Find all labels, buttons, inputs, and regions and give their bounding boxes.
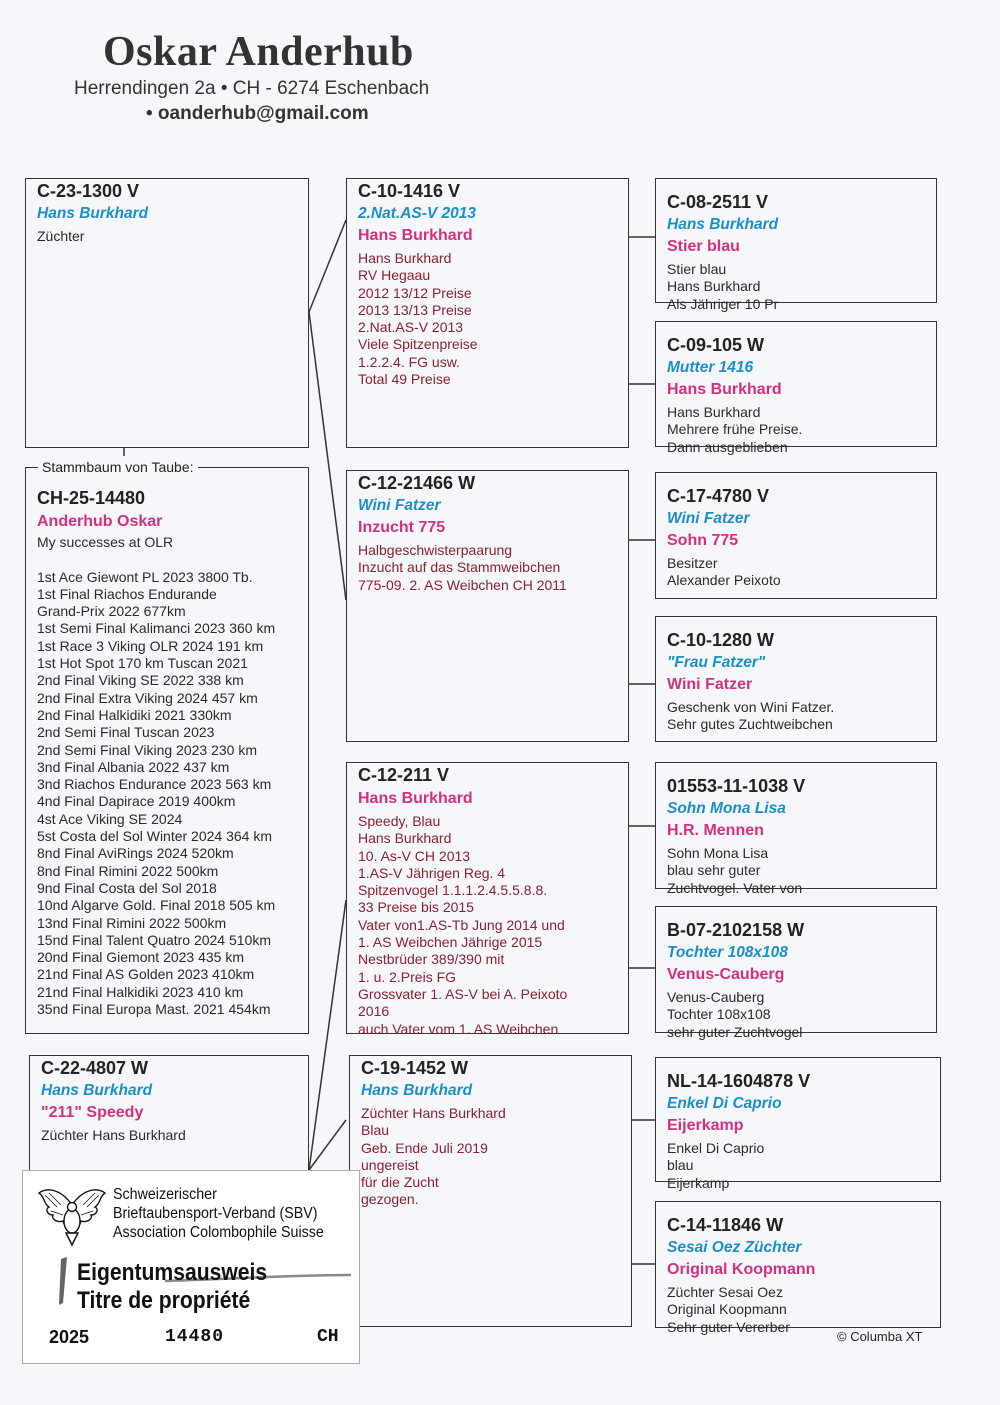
header-email: • oanderhub@gmail.com [146, 103, 369, 124]
great-grandparent-ring: 01553-11-1038 V [667, 776, 806, 796]
title-german: Eigentumsausweis [77, 1259, 268, 1286]
header-address: Herrendingen 2a • CH - 6274 Eschenbach [74, 78, 430, 99]
great-grandparent-line1: Sesai Oez Züchter [667, 1239, 802, 1256]
great-grandparent-details: Stier blau Hans Burkhard Als Jähriger 10 Pr [667, 261, 779, 312]
grandparent-box-4 [349, 1055, 632, 1327]
subject-box [25, 467, 309, 1034]
great-grandparent-box-1 [655, 178, 937, 312]
father-box [25, 178, 309, 448]
great-grandparent-line1: Hans Burkhard [667, 216, 779, 233]
grandparent-box-1 [346, 178, 629, 448]
card-country: CH [317, 1327, 339, 1347]
great-grandparent-box-7 [655, 1057, 941, 1191]
father-line1: Hans Burkhard [37, 205, 149, 222]
great-grandparent-line2: Wini Fatzer [667, 676, 753, 693]
great-grandparent-line2: Venus-Cauberg [667, 966, 785, 983]
great-grandparent-ring: B-07-2102158 W [667, 920, 805, 940]
grandparent-line2: Hans Burkhard [358, 790, 473, 807]
great-grandparent-box-4 [655, 616, 937, 742]
great-grandparent-line1: Tochter 108x108 [667, 944, 788, 961]
great-grandparent-details: Besitzer Alexander Peixoto [667, 555, 781, 589]
great-grandparent-line2: Original Koopmann [667, 1261, 816, 1278]
title-french: Titre de propriété [77, 1287, 251, 1314]
card-year: 2025 [49, 1327, 90, 1347]
great-grandparent-details: Sohn Mona Lisa blau sehr guter Zuchtvogel. Vater von [667, 845, 803, 896]
grandparent-box-2 [346, 470, 629, 742]
grandparent-details: Speedy, Blau Hans Burkhard 10. As-V CH 2013 1.AS-V Jährigen Reg. 4 Spitzenvogel 1.1.1.2.4.5.5.8.8. 33 Preise bis 2015 Vater von1.AS-Tb Jung 2014 und 1. AS Weibchen Jährige 2015 Nestbrüder 389/390 mit 1. u. 2.Preis FG Grossvater 1. AS-V bei A. Peixoto 2016 auch Vater vom 1. AS Weibchen [358, 813, 568, 1037]
ownership-title [77, 1259, 267, 1315]
great-grandparent-line2: Hans Burkhard [667, 381, 782, 398]
association-name [113, 1185, 324, 1242]
grandparent-line1: 2.Nat.AS-V 2013 [358, 205, 477, 222]
great-grandparent-line2: Stier blau [667, 238, 740, 255]
association-line3: Association Colombophile Suisse [113, 1224, 324, 1241]
great-grandparent-line2: H.R. Mennen [667, 822, 764, 839]
grandparent-box-3 [346, 762, 629, 1037]
association-line2: Brieftaubensport-Verband (SBV) [113, 1205, 318, 1222]
great-grandparent-line2: Sohn 775 [667, 532, 739, 549]
great-grandparent-ring: C-10-1280 W [667, 630, 775, 650]
great-grandparent-details: Enkel Di Caprio blau Eijerkamp [667, 1140, 765, 1191]
mother-line1: Hans Burkhard [41, 1082, 153, 1099]
grandparent-ring: C-19-1452 W [361, 1058, 469, 1078]
great-grandparent-line1: Sohn Mona Lisa [667, 800, 786, 817]
card-number: 14480 [165, 1327, 225, 1347]
section-label: Stammbaum von Taube: [38, 459, 198, 475]
great-grandparent-ring: NL-14-1604878 V [667, 1071, 811, 1091]
great-grandparent-ring: C-08-2511 V [667, 192, 769, 212]
great-grandparent-box-5 [655, 762, 937, 896]
great-grandparent-box-6 [655, 906, 937, 1040]
father-ring: C-23-1300 V [37, 181, 140, 201]
great-grandparent-box-3 [655, 472, 937, 599]
father-details: Züchter [37, 228, 85, 244]
subject-details: My successes at OLR 1st Ace Giewont PL 2023 3800 Tb. 1st Final Riachos Endurande Grand-Prix 2022 677km 1st Semi Final Kalimanci 2023 360 km 1st Race 3 Viking OLR 2024 191 km 1st Hot Spot 170 km Tuscan 2021 2nd Final Viking SE 2022 338 km 2nd Final Extra Viking 2024 457 km 2nd Final Halkidiki 2021 330km 2nd Semi Final Tuscan 2023 2nd Semi Final Viking 2023 230 km 3nd Final Albania 2022 437 km 3nd Riachos Endurance 2023 563 km 4nd Final Dapirace 2019 400km 4st Ace Viking SE 2024 5st Costa del Sol Winter 2024 364 km 8nd Final AviRings 2024 520km 8nd Final Rimini 2022 500km 9nd Final Costa del Sol 2018 10nd Algarve Gold. Final 2018 505 km 13nd Final Rimini 2022 500km 15nd Final Talent Quatro 2024 510km 20nd Final Giemont 2023 435 km 21nd Final AS Golden 2023 410km 21nd Final Halkidiki 2023 410 km 35nd Final Europa Mast. 2021 454km [37, 534, 276, 1018]
great-grandparent-ring: C-17-4780 V [667, 486, 770, 506]
subject-ring: CH-25-14480 [37, 488, 146, 508]
association-line1: Schweizerischer [113, 1186, 217, 1203]
mother-details: Züchter Hans Burkhard [41, 1127, 186, 1143]
grandparent-ring: C-12-211 V [358, 765, 450, 785]
great-grandparent-box-8 [655, 1201, 941, 1335]
grandparent-line2: Hans Burkhard [358, 227, 473, 244]
grandparent-details: Züchter Hans Burkhard Blau Geb. Ende Juli 2019 ungereist für die Zucht gezogen. [361, 1105, 506, 1208]
great-grandparent-line2: Eijerkamp [667, 1117, 744, 1134]
grandparent-ring: C-12-21466 W [358, 473, 476, 493]
great-grandparent-box-2 [655, 321, 937, 455]
dove-logo-icon [37, 1185, 107, 1247]
great-grandparent-line1: Mutter 1416 [667, 359, 754, 376]
great-grandparent-details: Hans Burkhard Mehrere frühe Preise. Dann ausgeblieben [667, 404, 803, 455]
subject-owner: Anderhub Oskar [37, 513, 163, 530]
great-grandparent-ring: C-14-11846 W [667, 1215, 784, 1235]
grandparent-ring: C-10-1416 V [358, 181, 461, 201]
header-name: Oskar Anderhub [103, 29, 414, 75]
great-grandparent-details: Züchter Sesai Oez Original Koopmann Sehr guter Vererber [667, 1284, 790, 1335]
grandparent-details: Hans Burkhard RV Hegaau 2012 13/12 Preise 2013 13/13 Preise 2.Nat.AS-V 2013 Viele Spitzenpreise 1.2.2.4. FG usw. Total 49 Preise [358, 250, 478, 388]
great-grandparent-line1: "Frau Fatzer" [667, 654, 766, 671]
copyright: © Columba XT [837, 1329, 923, 1344]
grandparent-details: Halbgeschwisterpaarung Inzucht auf das Stammweibchen 775-09. 2. AS Weibchen CH 2011 [358, 542, 567, 593]
great-grandparent-ring: C-09-105 W [667, 335, 765, 355]
ownership-card [22, 1170, 360, 1364]
great-grandparent-line1: Wini Fatzer [667, 510, 750, 527]
grandparent-line1: Wini Fatzer [358, 497, 441, 514]
great-grandparent-line1: Enkel Di Caprio [667, 1095, 782, 1112]
mother-line2: "211" Speedy [41, 1104, 144, 1121]
great-grandparent-details: Venus-Cauberg Tochter 108x108 sehr guter Zuchtvogel [667, 989, 803, 1040]
great-grandparent-details: Geschenk von Wini Fatzer. Sehr gutes Zuchtweibchen [667, 699, 835, 733]
mother-ring: C-22-4807 W [41, 1058, 149, 1078]
grandparent-line1: Hans Burkhard [361, 1082, 473, 1099]
grandparent-line2: Inzucht 775 [358, 519, 446, 536]
